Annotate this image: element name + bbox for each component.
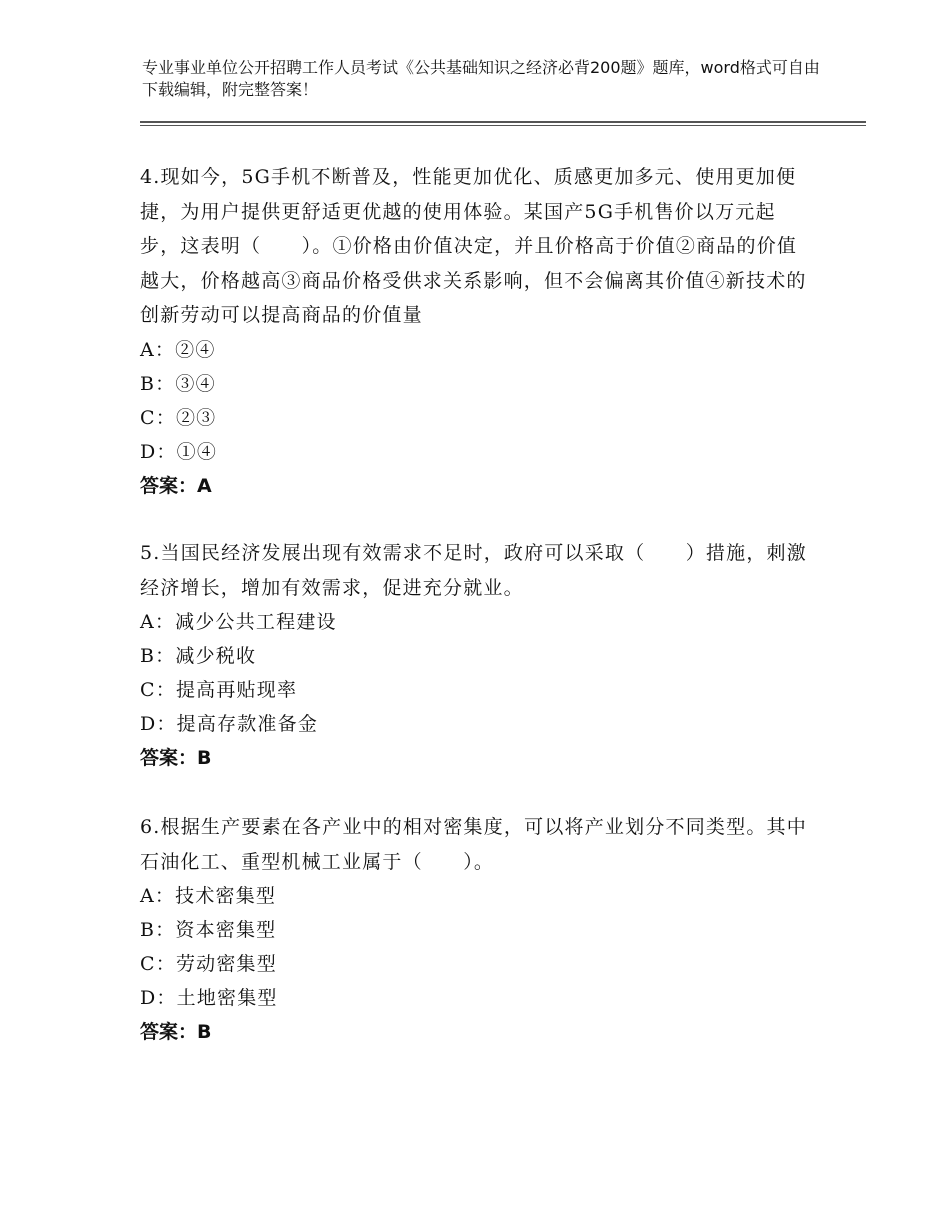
- option-b: B：资本密集型: [140, 919, 277, 941]
- option-a: A：减少公共工程建设: [140, 611, 337, 633]
- question-4: [140, 160, 810, 503]
- header-divider: [140, 121, 866, 123]
- option-a: A：②④: [140, 338, 216, 361]
- option-b: B：③④: [140, 372, 216, 395]
- question-5: [140, 536, 810, 775]
- option-a: A：技术密集型: [140, 885, 277, 907]
- header-divider-thin: [140, 125, 866, 126]
- option-c: C：劳动密集型: [140, 953, 277, 975]
- option-d: D：土地密集型: [140, 987, 278, 1009]
- option-d: D：提高存款准备金: [140, 713, 319, 735]
- option-c: C：提高再贴现率: [140, 679, 298, 701]
- option-d: D：①④: [140, 440, 218, 463]
- option-c: C：②③: [140, 406, 217, 429]
- option-b: B：减少税收: [140, 645, 257, 667]
- question-stem: 6.根据生产要素在各产业中的相对密集度，可以将产业划分不同类型。其中石油化工、重型机械工业属于（ ）。: [140, 816, 807, 873]
- answer-label: 答案：A: [140, 474, 212, 497]
- question-stem: 5.当国民经济发展出现有效需求不足时，政府可以采取（ ）措施，刺激经济增长，增加有效需求，促进充分就业。: [140, 542, 807, 599]
- question-6: [140, 810, 810, 1049]
- answer-label: 答案：B: [140, 1021, 212, 1043]
- document-header: 专业事业单位公开招聘工作人员考试《公共基础知识之经济必背200题》题库，word格式可自由下载编辑，附完整答案！: [142, 58, 820, 99]
- answer-label: 答案：B: [140, 747, 212, 769]
- question-stem: 4.现如今，5G手机不断普及，性能更加优化、质感更加多元、使用更加便捷，为用户提供更舒适更优越的使用体验。某国产5G手机售价以万元起步，这表明（ ）。①价格由价值决定，并且价格高于价值②商品的价值越大，价格越高③商品价格受供求关系影响，但不会偏离其价值④新技术的创新劳动可以提高商品的价值量: [140, 166, 807, 326]
